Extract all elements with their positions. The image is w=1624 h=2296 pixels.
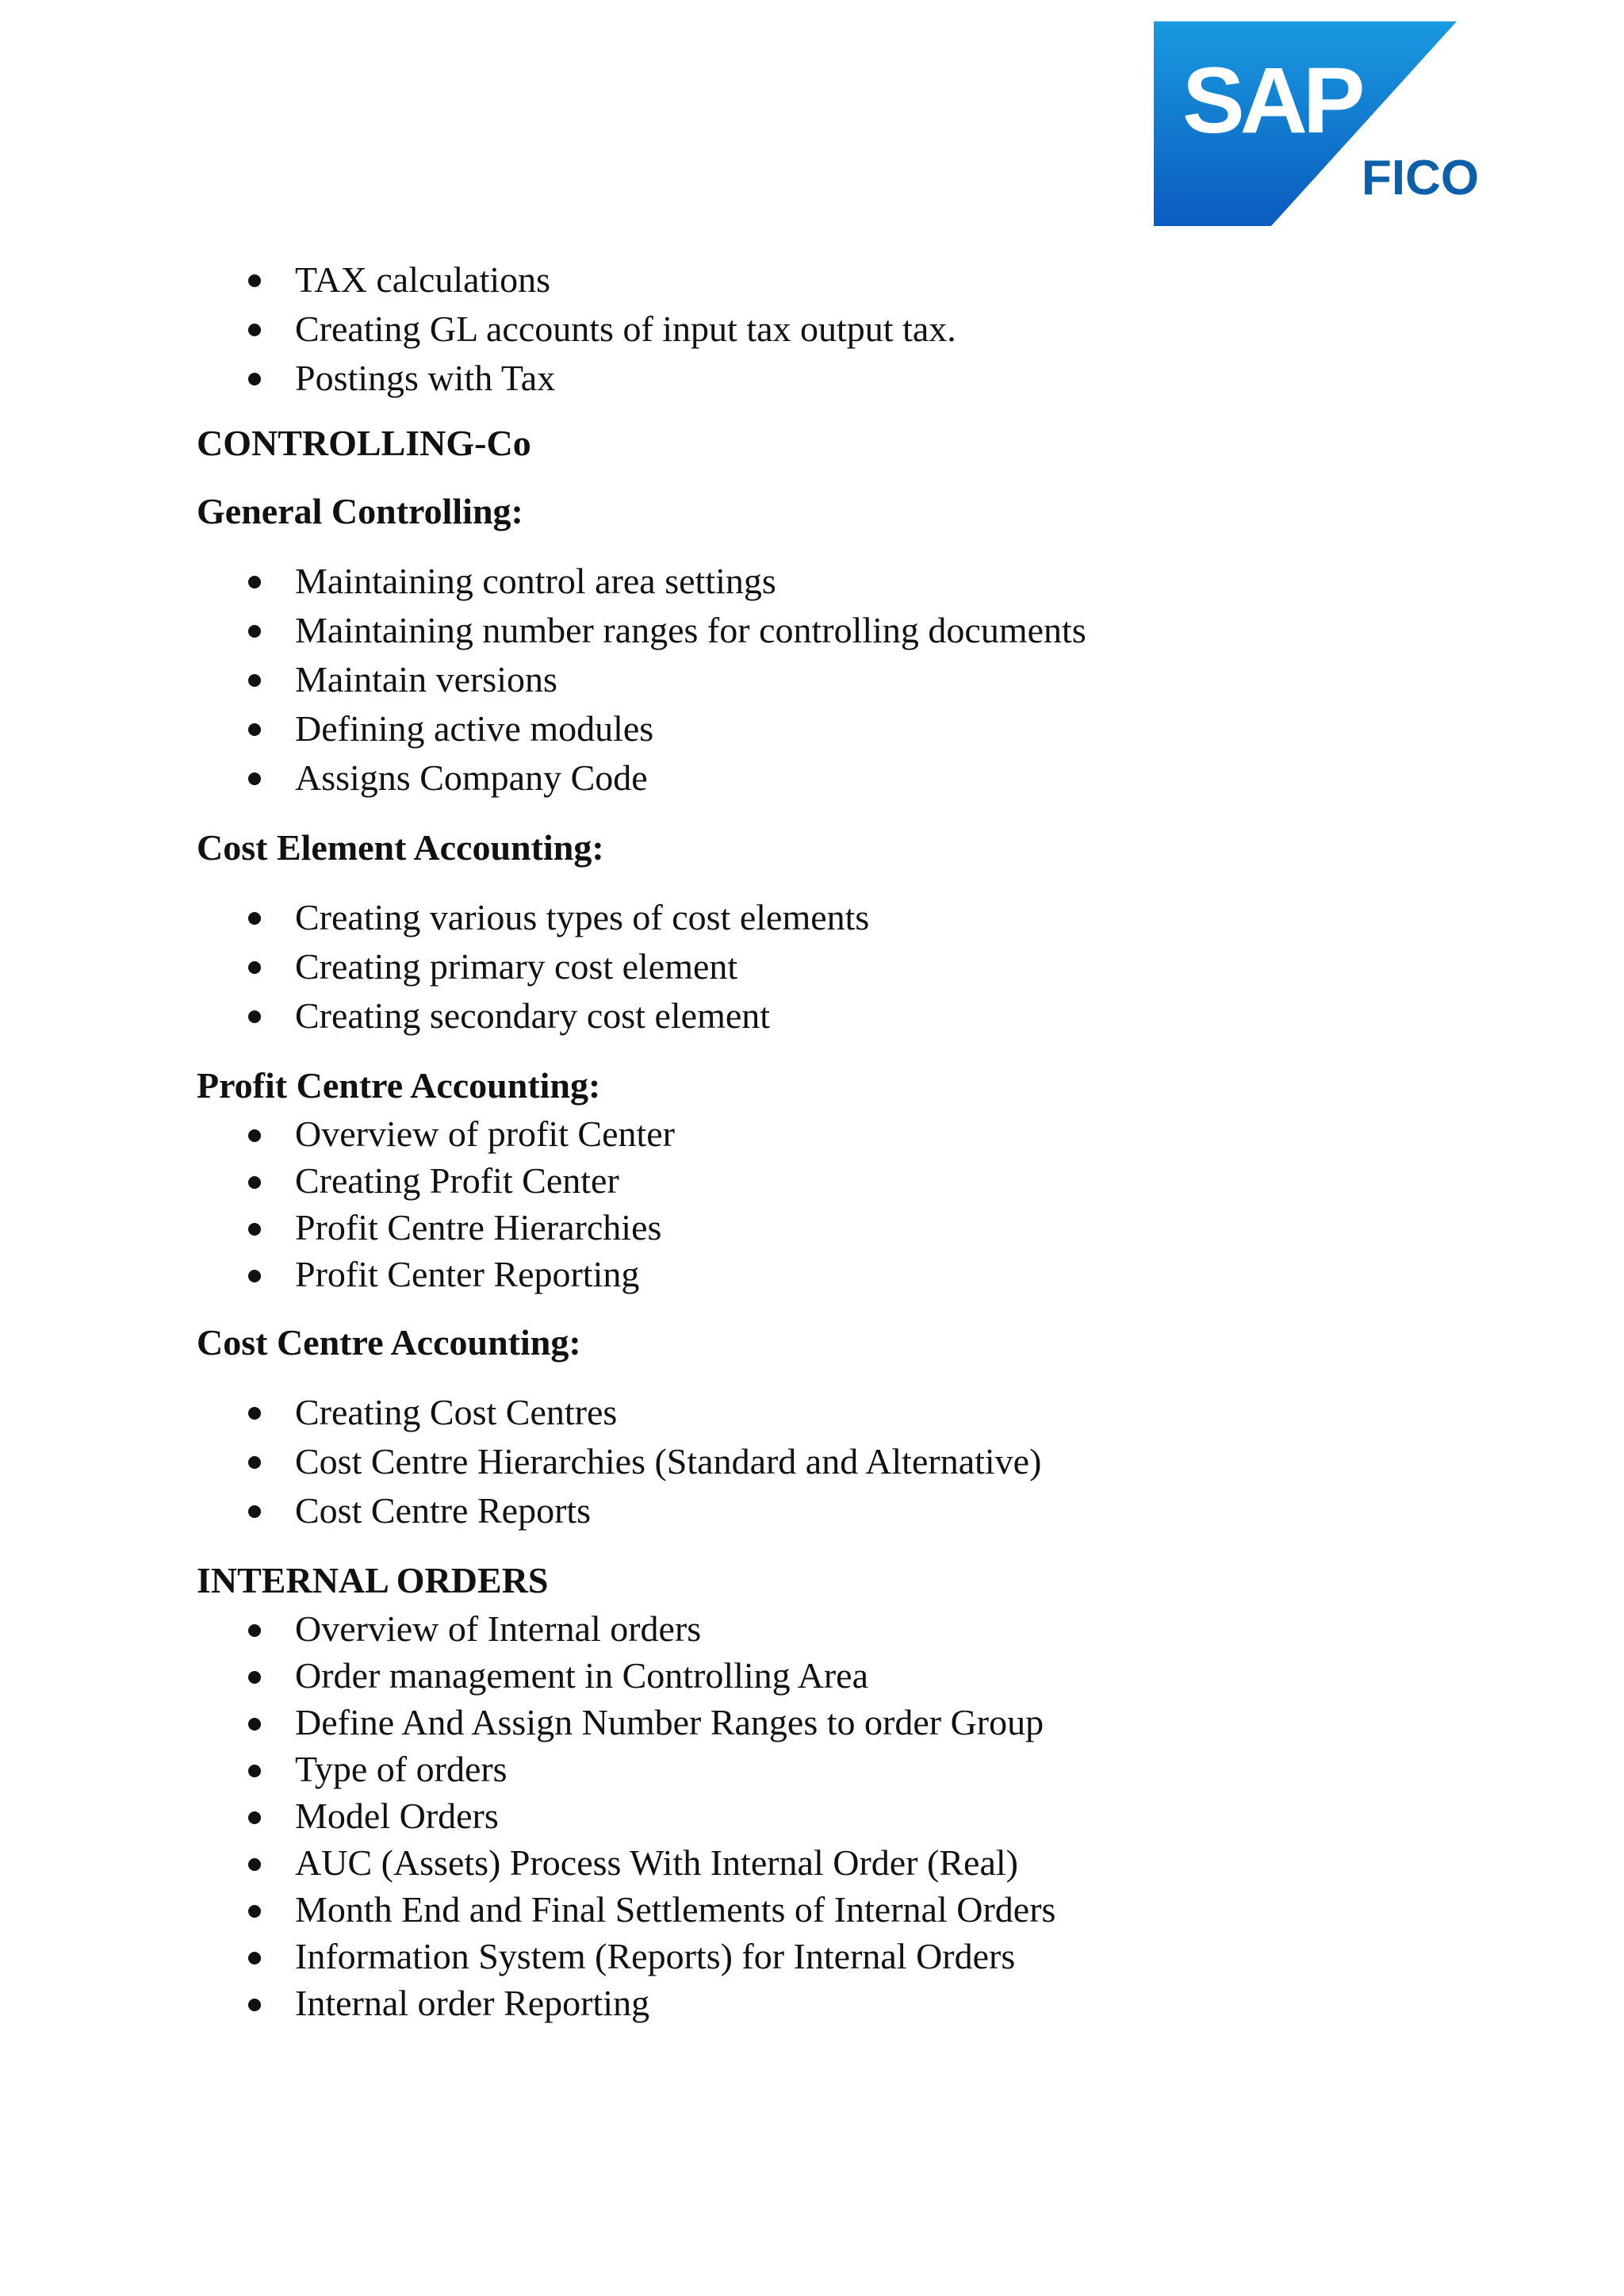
heading-cost-element-accounting: Cost Element Accounting: (197, 827, 604, 868)
list-item: Creating GL accounts of input tax output tax. (197, 305, 1505, 354)
list-item: Creating primary cost element (197, 942, 1505, 991)
list-item: Maintaining number ranges for controlling documents (197, 606, 1505, 655)
cost-element-list (197, 893, 1505, 1041)
internal-orders-list (197, 1605, 1505, 2026)
list-item: AUC (Assets) Process With Internal Order (Real) (197, 1839, 1505, 1886)
list-item: Maintain versions (197, 655, 1505, 704)
tax-list (197, 255, 1505, 403)
document-content (197, 255, 1505, 2026)
list-item: Postings with Tax (197, 354, 1505, 403)
heading-general-controlling: General Controlling: (197, 491, 523, 531)
heading-cost-centre-accounting: Cost Centre Accounting: (197, 1322, 581, 1363)
list-item: Creating Profit Center (197, 1157, 1505, 1204)
list-item: Overview of Internal orders (197, 1605, 1505, 1652)
list-item: Defining active modules (197, 704, 1505, 753)
list-item: Order management in Controlling Area (197, 1652, 1505, 1699)
list-item: Maintaining control area settings (197, 557, 1505, 606)
list-item: Information System (Reports) for Internal Orders (197, 1933, 1505, 1980)
list-item: Month End and Final Settlements of Internal Orders (197, 1886, 1505, 1933)
heading-profit-centre-accounting: Profit Centre Accounting: (197, 1065, 601, 1106)
svg-text:FICO: FICO (1362, 151, 1480, 205)
sap-fico-logo (1154, 21, 1488, 226)
list-item: Profit Center Reporting (197, 1251, 1505, 1297)
profit-centre-list (197, 1110, 1505, 1297)
list-item: Overview of profit Center (197, 1110, 1505, 1157)
list-item: Creating secondary cost element (197, 991, 1505, 1041)
list-item: Cost Centre Hierarchies (Standard and Alternative) (197, 1437, 1505, 1486)
list-item: Assigns Company Code (197, 753, 1505, 803)
heading-internal-orders: INTERNAL ORDERS (197, 1560, 549, 1600)
list-item: TAX calculations (197, 255, 1505, 305)
list-item: Cost Centre Reports (197, 1486, 1505, 1535)
list-item: Model Orders (197, 1792, 1505, 1839)
list-item: Creating various types of cost elements (197, 893, 1505, 942)
general-controlling-list (197, 557, 1505, 803)
list-item: Define And Assign Number Ranges to order Group (197, 1699, 1505, 1746)
list-item: Creating Cost Centres (197, 1388, 1505, 1437)
section-title-controlling: CONTROLLING-Co (197, 423, 531, 463)
svg-text:SAP: SAP (1182, 48, 1361, 153)
list-item: Type of orders (197, 1746, 1505, 1792)
list-item: Profit Centre Hierarchies (197, 1204, 1505, 1251)
cost-centre-list (197, 1388, 1505, 1535)
list-item: Internal order Reporting (197, 1980, 1505, 2026)
